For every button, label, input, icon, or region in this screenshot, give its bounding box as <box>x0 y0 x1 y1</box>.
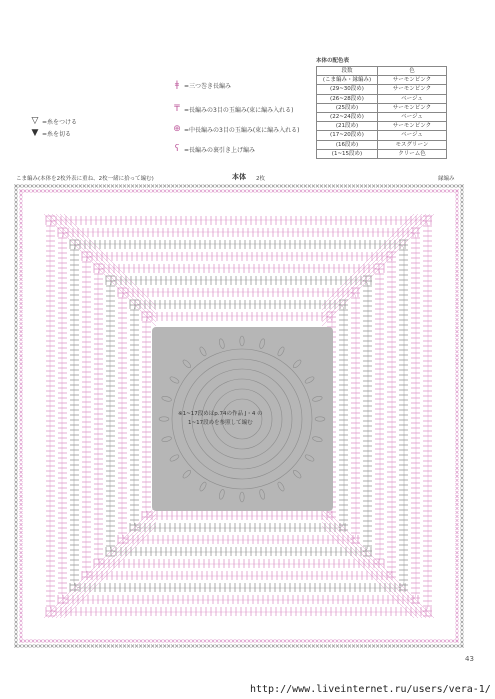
footer-url: http://www.liveinternet.ru/users/vera-1/ <box>250 684 491 695</box>
table-row: (22~24段め) ベージュ <box>317 112 447 121</box>
triangle-outline-icon: ▽ <box>31 116 39 126</box>
legend-cut-yarn: ▼ =糸を切る <box>31 128 72 138</box>
header-color: 色 <box>378 67 447 76</box>
back-post-icon: ʕ <box>174 144 180 154</box>
table-row: (17~20段め) ベージュ <box>317 131 447 140</box>
center-note <box>178 410 298 428</box>
center-note-line-1: ※1~17段めはp.74の作品 J・4 の <box>178 411 263 417</box>
edge-label: 縁編み <box>438 176 455 182</box>
legend-attach-yarn: ▽ =糸をつける <box>31 116 78 126</box>
top-note: こま編み(本体を2枚外表に重ね、2枚一緒に拾って編む) <box>16 176 154 182</box>
diagram-count: 2枚 <box>256 176 265 182</box>
table-row: (こま編み・縁編み) サーモンピンク <box>317 76 447 85</box>
legend-triple-treble: ǂ =三つ巻き長編み <box>172 80 231 90</box>
color-table-title: 本体の配色表 <box>316 58 350 64</box>
header-rows: 段数 <box>317 67 378 76</box>
table-row: (16段め) モスグリーン <box>317 140 447 149</box>
legend-back-post: ʕ =長編みの裏引き上げ編み <box>172 144 255 154</box>
page-number: 43 <box>465 655 474 663</box>
diagram-title: 本体 <box>232 173 246 181</box>
center-note-line-2: 1~17段めを参照して編む <box>188 420 253 426</box>
table-row: (26~28段め) ベージュ <box>317 94 447 103</box>
table-row: (21段め) サーモンピンク <box>317 122 447 131</box>
long-stitch-bobble-icon: ₸ <box>174 104 180 114</box>
table-row: (29~30段め) サーモンピンク <box>317 85 447 94</box>
triangle-filled-icon: ▼ <box>31 128 39 138</box>
triple-treble-icon: ǂ <box>174 80 180 90</box>
table-row: (1~15段め) クリーム色 <box>317 149 447 158</box>
table-row: (25段め) サーモンピンク <box>317 103 447 112</box>
legend-medium-bobble: ⊕ =中長編みの3目の玉編み(束に編み入れる) <box>173 124 300 134</box>
medium-bobble-icon: ⊕ <box>173 124 181 134</box>
legend-long-bobble: ₸ =長編みの3目の玉編み(束に編み入れる) <box>172 104 294 114</box>
